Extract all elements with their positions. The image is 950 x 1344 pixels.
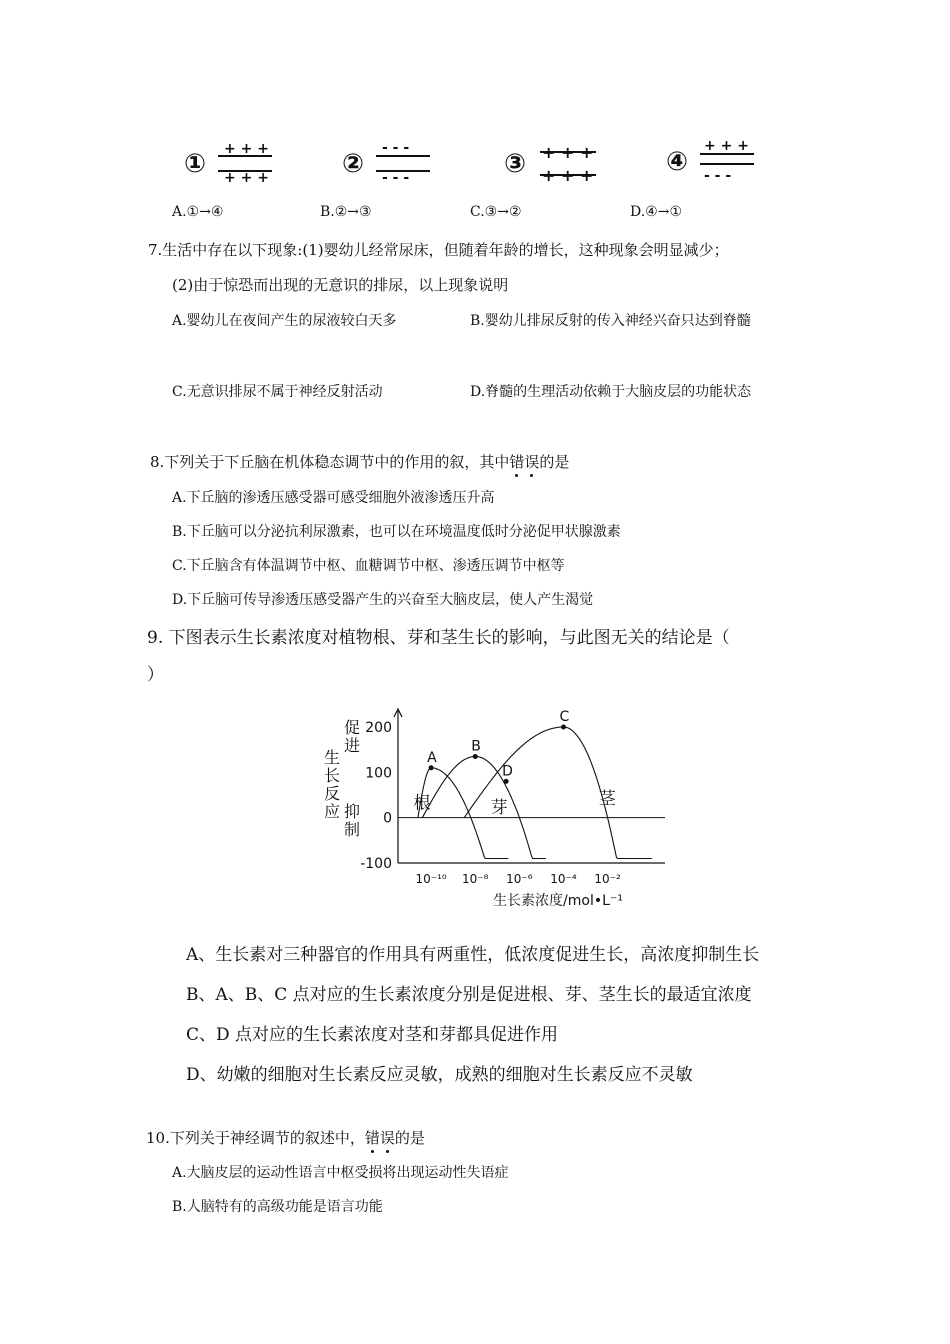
diagram-2-bottom: - - - xyxy=(382,170,410,186)
curve-芽 xyxy=(422,757,546,859)
y-label-growth-response xyxy=(324,748,340,821)
q7-stem-line2: (2)由于惊恐而出现的无意识的排尿，以上现象说明 xyxy=(172,276,509,294)
diagram-1-label: ① xyxy=(184,149,207,179)
diagram-1-bottom: + + + xyxy=(224,170,269,186)
peak-label-C: C xyxy=(559,709,570,725)
q7-stem-line1: 7.生活中存在以下现象:(1)婴幼儿经常尿床，但随着年龄的增长，这种现象会明显减少； xyxy=(148,241,729,259)
y-label-inhibit xyxy=(344,802,360,839)
diagram-1-top: + + + xyxy=(224,141,269,157)
auxin-chart xyxy=(320,705,680,915)
q10-emphasis-2: 误 xyxy=(379,1129,395,1147)
q6-diagrams xyxy=(170,130,790,190)
q9-option-a: A、生长素对三种器官的作用具有两重性，低浓度促进生长，高浓度抑制生长 xyxy=(186,945,760,965)
svg-text:反: 反 xyxy=(323,784,341,803)
series-name-根: 根 xyxy=(413,793,431,814)
q6-option-b: B.②→③ xyxy=(320,204,372,220)
y-tick-label: 200 xyxy=(365,720,392,736)
q10-stem xyxy=(146,1127,425,1148)
diagram-3 xyxy=(504,143,596,185)
svg-text:生: 生 xyxy=(323,748,341,767)
point-D xyxy=(504,779,509,784)
q7-option-a: A.婴幼儿在夜间产生的尿液较白天多 xyxy=(172,313,397,329)
series-name-茎: 茎 xyxy=(598,789,616,810)
q9-option-b: B、A、B、C 点对应的生长素浓度分别是促进根、芽、茎生长的最适宜浓度 xyxy=(186,985,752,1005)
svg-text:抑: 抑 xyxy=(343,802,361,821)
diagram-2-top: - - - xyxy=(382,140,410,156)
q8-option-b: B.下丘脑可以分泌抗利尿激素，也可以在环境温度低时分泌促甲状腺激素 xyxy=(172,524,621,540)
q7-option-c: C.无意识排尿不属于神经反射活动 xyxy=(172,384,383,400)
diagram-4-bottom: - - - xyxy=(704,168,732,184)
diagram-2-label: ② xyxy=(342,149,365,179)
y-label-promote xyxy=(344,718,360,755)
q8-stem-tail: 的是 xyxy=(539,453,570,471)
q10-stem-text: 10.下列关于神经调节的叙述中， xyxy=(146,1129,365,1147)
peak-point-A xyxy=(429,765,434,770)
q8-stem-text: 8.下列关于下丘脑在机体稳态调节中的作用的叙，其中 xyxy=(150,453,510,471)
q8-option-a: A.下丘脑的渗透压感受器可感受细胞外液渗透压升高 xyxy=(172,490,495,506)
q10-stem-tail: 的是 xyxy=(394,1129,425,1147)
diagram-4 xyxy=(666,138,754,184)
diagram-1 xyxy=(184,141,272,186)
peak-point-B xyxy=(473,754,478,759)
peak-label-B: B xyxy=(471,738,481,755)
x-tick-label: 10⁻¹⁰ xyxy=(415,872,447,886)
q8-option-d: D.下丘脑可传导渗透压感受器产生的兴奋至大脑皮层，使人产生渴觉 xyxy=(172,592,594,608)
q10-option-b: B.人脑特有的高级功能是语言功能 xyxy=(172,1199,383,1215)
diagram-4-top: + + + xyxy=(704,138,749,154)
curve-茎 xyxy=(464,727,652,859)
diagram-3-bottom: + + + xyxy=(542,166,594,185)
q7-option-b: B.婴幼儿排尿反射的传入神经兴奋只达到脊髓 xyxy=(470,313,751,329)
point-D-label: D xyxy=(502,763,513,780)
x-tick-label: 10⁻⁴ xyxy=(550,872,577,886)
diagram-4-label: ④ xyxy=(666,147,689,177)
x-tick-label: 10⁻⁶ xyxy=(506,872,533,886)
q10-emphasis-1: 错 xyxy=(364,1129,380,1147)
q9-stem-line2: ） xyxy=(147,665,164,685)
x-tick-label: 10⁻² xyxy=(594,872,621,886)
peak-point-C xyxy=(561,725,566,730)
q8-stem xyxy=(150,451,569,472)
q8-emphasis-1: 错 xyxy=(509,453,525,471)
svg-text:促: 促 xyxy=(343,718,361,737)
q8-option-c: C.下丘脑含有体温调节中枢、血糖调节中枢、渗透压调节中枢等 xyxy=(172,558,565,574)
series-name-芽: 芽 xyxy=(490,798,508,819)
q9-option-c: C、D 点对应的生长素浓度对茎和芽都具促进作用 xyxy=(186,1025,559,1045)
svg-text:进: 进 xyxy=(343,736,361,755)
svg-text:应: 应 xyxy=(323,802,341,821)
q6-option-d: D.④→① xyxy=(630,204,683,220)
y-tick-label: 100 xyxy=(365,765,392,782)
q8-emphasis-2: 误 xyxy=(524,453,540,471)
svg-text:制: 制 xyxy=(343,820,361,839)
q9-option-d: D、幼嫩的细胞对生长素反应灵敏，成熟的细胞对生长素反应不灵敏 xyxy=(186,1065,693,1085)
q10-option-a: A.大脑皮层的运动性语言中枢受损将出现运动性失语症 xyxy=(172,1165,509,1181)
peak-label-A: A xyxy=(427,749,437,766)
q6-option-c: C.③→② xyxy=(470,204,522,220)
q6-diagram-svg xyxy=(170,130,790,190)
x-axis-label: 生长素浓度/mol•L⁻¹ xyxy=(493,893,623,909)
y-tick-label: -100 xyxy=(360,856,392,872)
diagram-2 xyxy=(342,140,430,186)
auxin-chart-svg xyxy=(320,705,680,915)
q7-option-d: D.脊髓的生理活动依赖于大脑皮层的功能状态 xyxy=(470,384,752,400)
q6-option-a: A.①→④ xyxy=(172,204,224,220)
diagram-3-label: ③ xyxy=(504,149,527,179)
diagram-3-top: + + + xyxy=(542,143,594,162)
q9-stem-line1: 9. 下图表示生长素浓度对植物根、芽和茎生长的影响，与此图无关的结论是（ xyxy=(147,628,730,648)
y-tick-label: 0 xyxy=(383,810,392,827)
x-tick-label: 10⁻⁸ xyxy=(462,872,489,886)
svg-text:长: 长 xyxy=(323,766,341,785)
